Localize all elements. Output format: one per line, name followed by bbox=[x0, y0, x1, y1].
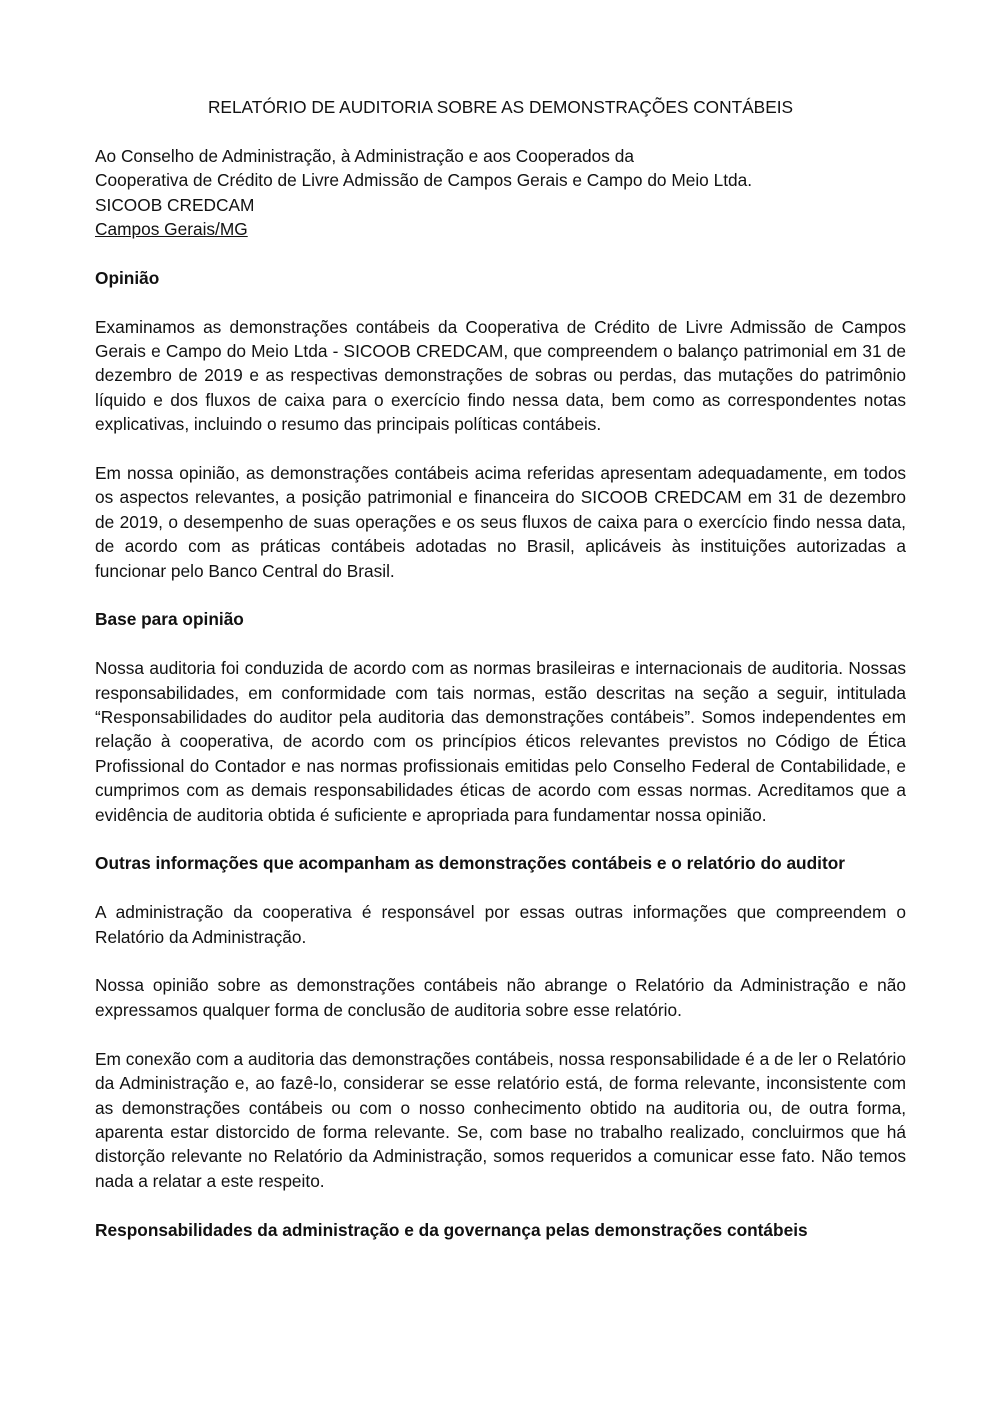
section-heading-outras-informacoes: Outras informações que acompanham as demonstrações contábeis e o relatório do auditor bbox=[95, 853, 846, 874]
addressee-city: Campos Gerais/MG bbox=[95, 219, 248, 240]
paragraph: Examinamos as demonstrações contábeis da Cooperativa de Crédito de Livre Admissão de Campos Gerais e Campo do Meio Ltda - SICOOB CREDCAM, que compreendem o balanço patrimonial em 31 de dezembro de 2019 e as respectivas demonstrações de sobras ou perdas, das mutações do patrimônio líquido e dos fluxos de caixa para o exercício findo nessa data, bem como as correspondentes notas explicativas, incluindo o resumo das principais políticas contábeis. bbox=[95, 316, 906, 435]
section-heading-opiniao: Opinião bbox=[95, 267, 160, 288]
section-heading-responsabilidades: Responsabilidades da administração e da governança pelas demonstrações contábeis bbox=[95, 1219, 808, 1240]
paragraph: Em conexão com a auditoria das demonstrações contábeis, nossa responsabilidade é a de ler o Relatório da Administração e, ao fazê-lo, considerar se esse relatório está, de forma relevante, inconsistente com as demonstrações contábeis ou com o nosso conhecimento obtido na auditoria ou, de outra forma, aparenta estar distorcido de forma relevante. Se, com base no trabalho realizado, concluirmos que há distorção relevante no Relatório da Administração, somos requeridos a comunicar esse fato. Não temos nada a relatar a este respeito. bbox=[95, 1048, 906, 1191]
paragraph: Nossa auditoria foi conduzida de acordo com as normas brasileiras e internacionais de auditoria. Nossas responsabilidades, em conformidade com tais normas, estão descritas na seção a seguir, intitulada “Responsabilidades do auditor pela auditoria das demonstrações contábeis”. Somos independentes em relação à cooperativa, de acordo com os princípios éticos relevantes previstos no Código de Ética Profissional do Contador e nas normas profissionais emitidas pelo Conselho Federal de Contabilidade, e cumprimos com as demais responsabilidades éticas de acordo com essas normas. Acreditamos que a evidência de auditoria obtida é suficiente e apropriada para fundamentar nossa opinião. bbox=[95, 658, 906, 825]
paragraph: A administração da cooperativa é responsável por essas outras informações que compreendem o Relatório da Administração. bbox=[95, 902, 906, 947]
addressee-line: Ao Conselho de Administração, à Administração e aos Cooperados da bbox=[95, 145, 634, 166]
paragraph: Nossa opinião sobre as demonstrações contábeis não abrange o Relatório da Administração e não expressamos qualquer forma de conclusão de auditoria sobre esse relatório. bbox=[95, 975, 906, 1020]
document-page bbox=[95, 95, 906, 1266]
addressee-line: Cooperativa de Crédito de Livre Admissão de Campos Gerais e Campo do Meio Ltda. bbox=[95, 170, 753, 191]
paragraph: Em nossa opinião, as demonstrações contábeis acima referidas apresentam adequadamente, em todos os aspectos relevantes, a posição patrimonial e financeira do SICOOB CREDCAM em 31 de dezembro de 2019, o desempenho de suas operações e os seus fluxos de caixa para o exercício findo nessa data, de acordo com as práticas contábeis adotadas no Brasil, aplicáveis às instituições autorizadas a funcionar pelo Banco Central do Brasil. bbox=[95, 463, 906, 581]
addressee-block bbox=[95, 144, 906, 242]
section-heading-base: Base para opinião bbox=[95, 609, 244, 630]
report-title: RELATÓRIO DE AUDITORIA SOBRE AS DEMONSTRAÇÕES CONTÁBEIS bbox=[207, 97, 794, 117]
addressee-line: SICOOB CREDCAM bbox=[95, 194, 255, 215]
